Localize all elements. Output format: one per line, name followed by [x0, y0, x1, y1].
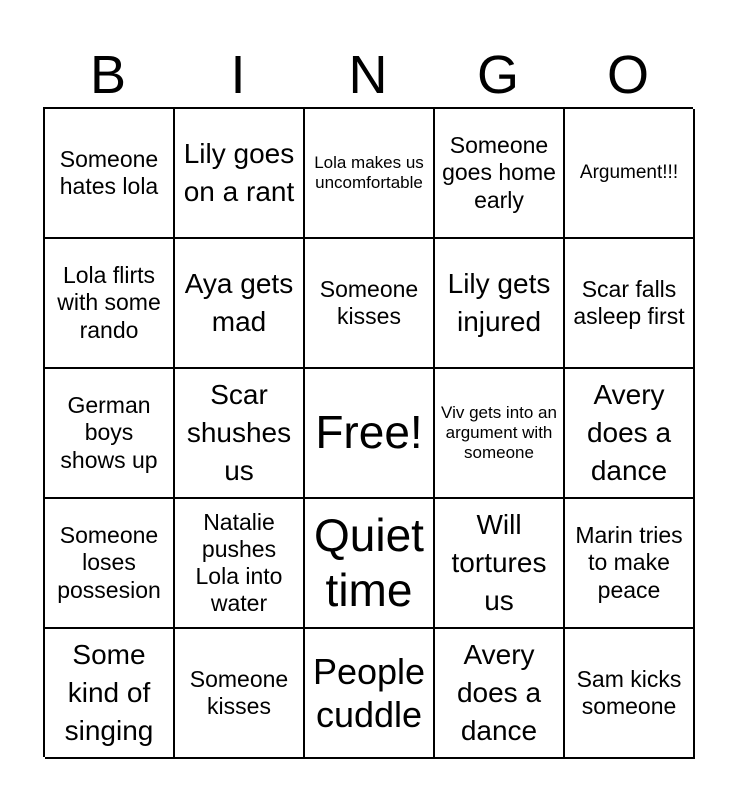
cell-text: Aya gets mad: [184, 268, 294, 337]
bingo-cell[interactable]: [45, 369, 175, 499]
bingo-cell[interactable]: [45, 109, 175, 239]
bingo-cell[interactable]: [565, 499, 695, 629]
bingo-cell[interactable]: [175, 109, 305, 239]
header-letter-n: N: [348, 45, 388, 105]
bingo-cell[interactable]: [305, 629, 435, 759]
bingo-cell[interactable]: [45, 629, 175, 759]
cell-text: Sam kicks someone: [576, 665, 682, 719]
cell-text: Someone kisses: [189, 665, 289, 719]
cell-text: Marin tries to make peace: [575, 522, 683, 603]
cell-text: Someone hates lola: [59, 145, 159, 199]
bingo-cell[interactable]: [305, 239, 435, 369]
cell-text: Avery does a dance: [456, 639, 542, 746]
cell-text: Avery does a dance: [586, 379, 672, 486]
bingo-cell[interactable]: [435, 239, 565, 369]
bingo-cell[interactable]: [175, 499, 305, 629]
free-space-cell[interactable]: [305, 369, 435, 499]
bingo-cell[interactable]: [305, 109, 435, 239]
header-letter-g: G: [476, 45, 519, 105]
cell-text: Someone goes home early: [442, 132, 556, 213]
cell-text: Lola makes us uncomfortable: [314, 152, 424, 192]
cell-text: Argument!!!: [579, 161, 679, 183]
bingo-cell[interactable]: [305, 499, 435, 629]
cell-text: Someone loses possesion: [57, 522, 161, 603]
bingo-cell[interactable]: [175, 239, 305, 369]
bingo-cell[interactable]: [435, 109, 565, 239]
free-space-label: Free!: [315, 406, 423, 459]
header-letter-b: B: [89, 45, 127, 105]
bingo-cell[interactable]: [565, 629, 695, 759]
cell-text: Some kind of singing: [64, 639, 154, 746]
header-letter-i: I: [230, 45, 246, 105]
cell-text: Will tortures us: [451, 509, 547, 616]
bingo-cell[interactable]: [565, 369, 695, 499]
bingo-cell[interactable]: [175, 629, 305, 759]
bingo-cell[interactable]: [565, 239, 695, 369]
cell-text: People cuddle: [312, 650, 426, 735]
cell-text: German boys shows up: [60, 392, 158, 473]
bingo-grid: [43, 107, 693, 757]
cell-text: Scar falls asleep first: [573, 275, 685, 329]
bingo-cell[interactable]: [565, 109, 695, 239]
bingo-cell[interactable]: [45, 239, 175, 369]
bingo-cell[interactable]: [435, 499, 565, 629]
bingo-cell[interactable]: [435, 369, 565, 499]
bingo-cell[interactable]: [45, 499, 175, 629]
bingo-cell[interactable]: [175, 369, 305, 499]
bingo-header: [43, 40, 693, 110]
cell-text: Viv gets into an argument with someone: [441, 402, 557, 463]
cell-text: Lily gets injured: [447, 268, 551, 337]
cell-text: Natalie pushes Lola into water: [195, 508, 283, 617]
header-letter-o: O: [606, 45, 649, 105]
cell-text: Quiet time: [314, 508, 424, 616]
cell-text: Someone kisses: [319, 275, 419, 329]
cell-text: Scar shushes us: [186, 379, 292, 486]
cell-text: Lily goes on a rant: [183, 138, 295, 207]
bingo-cell[interactable]: [435, 629, 565, 759]
cell-text: Lola flirts with some rando: [57, 262, 161, 343]
